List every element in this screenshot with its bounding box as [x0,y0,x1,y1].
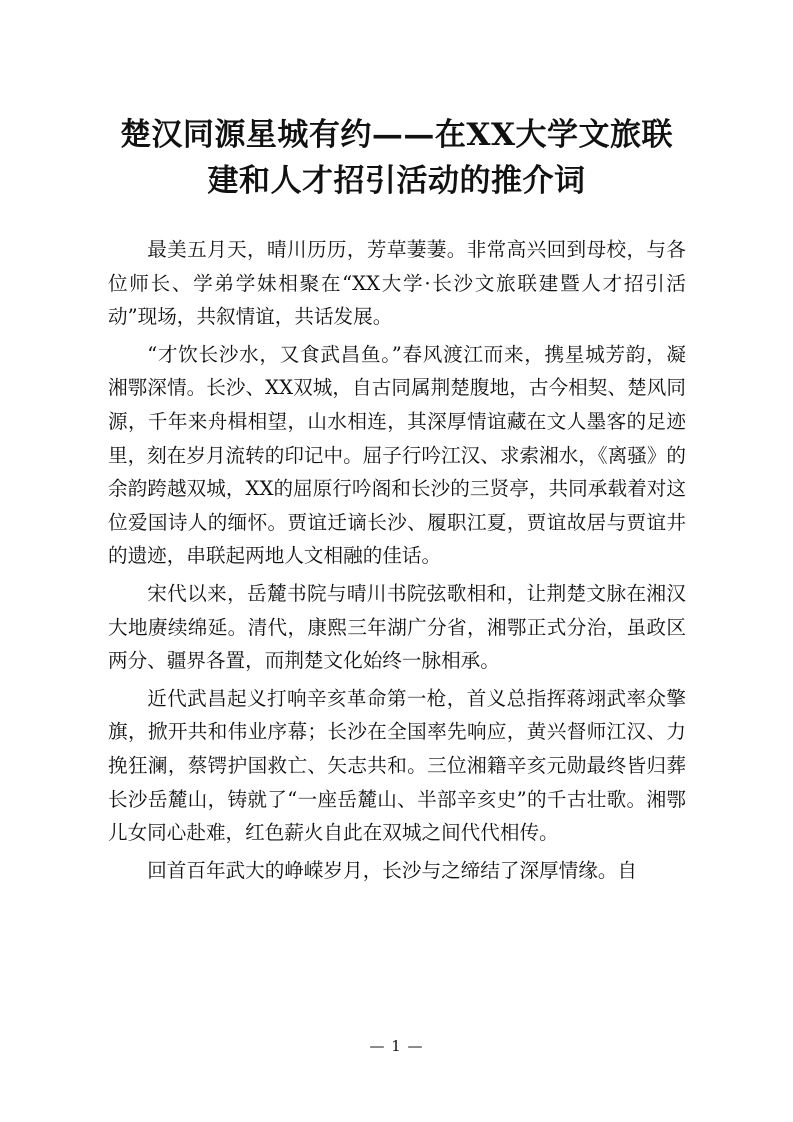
title-line-2: 建和人才招引活动的推介词 [207,163,586,199]
title-line-1: 楚汉同源星城有约——在XX大学文旅联 [119,117,674,153]
paragraph: 最美五月天，晴川历历，芳草萋萋。非常高兴回到母校，与各位师长、学弟学妹相聚在“XX大学·长沙文旅联建暨人才招引活动”现场，共叙情谊，共话发展。 [108,238,686,329]
paragraph: 回首百年武大的峥嵘岁月，长沙与之缔结了深厚情缘。自 [147,858,638,882]
page-number: — 1 — [369,1037,424,1055]
paragraph: 宋代以来，岳麓书院与晴川书院弦歌相和，让荆楚文脉在湘汉大地赓续绵延。清代，康熙三年湖广分省，湘鄂正式分治，虽政区两分、疆界各置，而荆楚文化始终一脉相承。 [108,581,686,673]
document-title [0,112,793,204]
paragraph: “才饮长沙水，又食武昌鱼。”春风渡江而来，携星城芳韵，凝湘鄂深情。长沙、XX双城，自古同属荆楚腹地，古今相契、楚风同源，千年来舟楫相望，山水相连，其深厚情谊藏在文人墨客的足迹里，刻在岁月流转的印记中。屈子行吟江汉、求索湘水，《离骚》的余韵跨越双城，XX的屈原行吟阁和长沙的三贤亭，共同承载着对这位爱国诗人的缅怀。贾谊迁谪长沙、履职江夏，贾谊故居与贾谊井的遗迹，串联起两地人文相融的佳话。 [108,342,687,568]
paragraph: 近代武昌起义打响辛亥革命第一枪，首义总指挥蒋翊武率众擎旗，掀开共和伟业序幕；长沙在全国率先响应，黄兴督师江汉、力挽狂澜，蔡锷护国救亡、矢志共和。三位湘籍辛亥元勋最终皆归葬长沙岳麓山，铸就了“一座岳麓山、半部辛亥史”的千古壮歌。湘鄂儿女同心赴难，红色薪火自此在双城之间代代相传。 [108,686,686,845]
document-body [108,233,686,891]
